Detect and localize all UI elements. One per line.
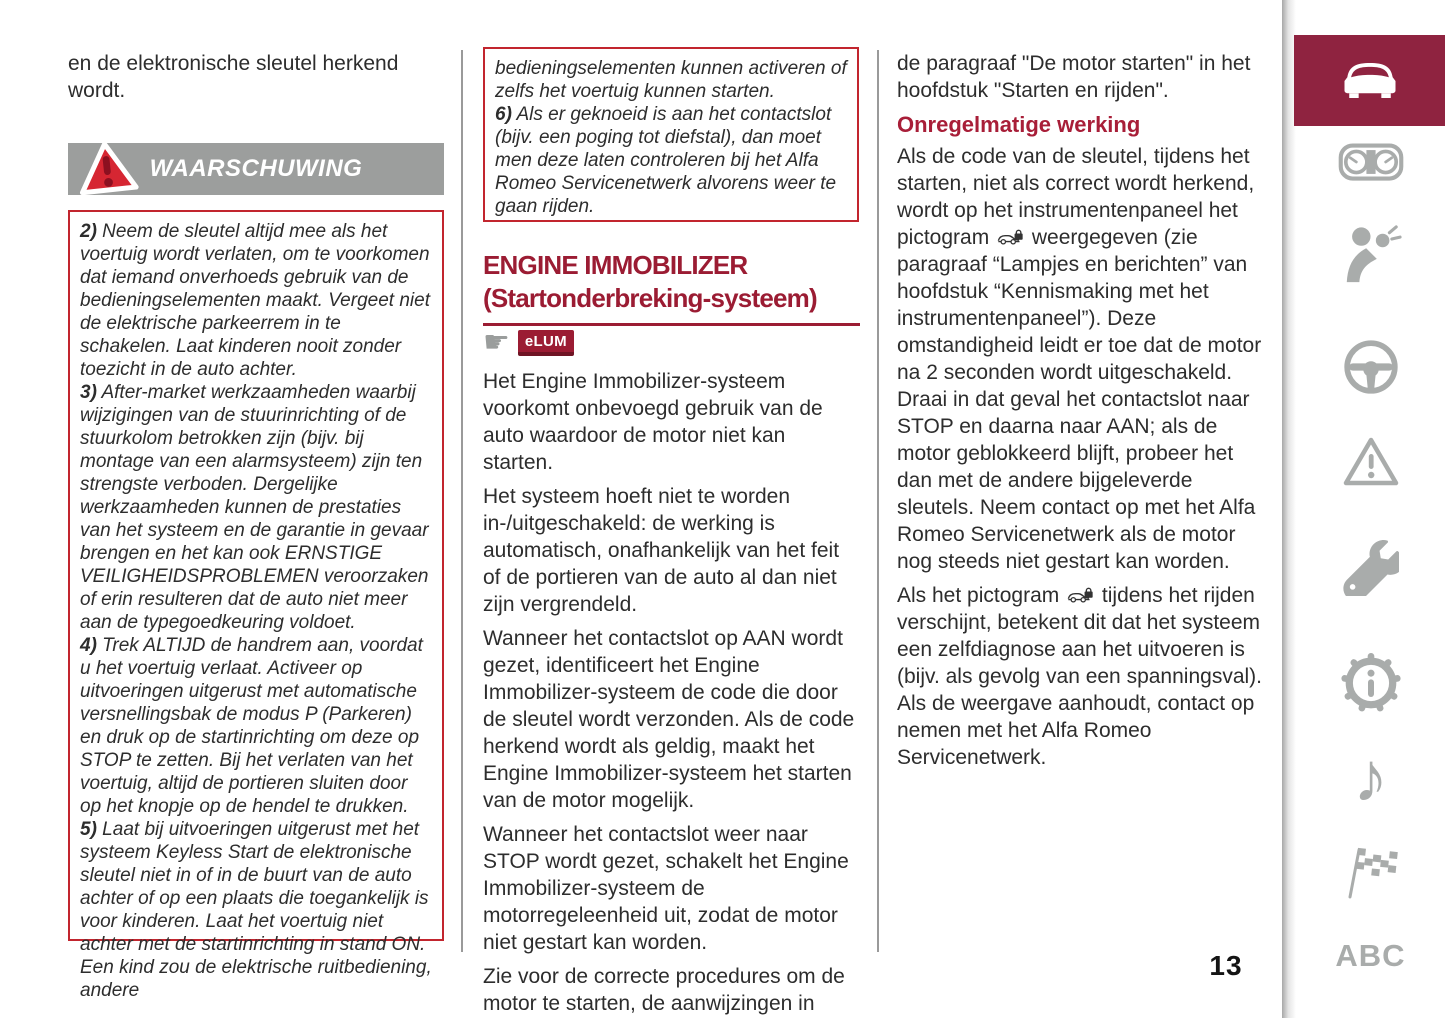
- warning-title: WAARSCHUWING: [149, 155, 363, 182]
- paragraph: Als de code van de sleutel, tijdens het starten, niet als correct wordt herkend, wordt op het instrumentenpaneel het pictogram weergegeven (zie paragraaf “Lampjes en berichten” van hoofdstuk “Kennismaking met het instrumentenpaneel”). Deze omstandigheid leidt er toe dat de motor na 2 seconden wordt uitgeschakeld. Draai in dat geval het contactslot naar STOP en daarna naar AAN; als de motor geblokkeerd blijft, probeer het dan met de andere bijgeleverde sleutels. Neem contact op met het Alfa Romeo Servicenetwerk als de motor nog steeds niet gestart kan worden.: [897, 145, 1262, 573]
- warning-item: 5) Laat bij uitvoeringen uitgerust met het systeem Keyless Start de elektronische sleutel niet in of in de buurt van de auto achter of op een plaats die toegankelijk is voor kinderen. Laat het voertuig niet achter met de startinrichting in stand ON. Een kind zou de elektrische ruitbediening, andere: [80, 819, 432, 1001]
- middle-column-body: [483, 368, 859, 1018]
- music-note-icon: ♪: [1353, 738, 1388, 816]
- sidebar-tab-abc[interactable]: ABC: [1335, 938, 1406, 973]
- warning-box: [68, 210, 444, 1001]
- pointer-hand-icon: ☛: [483, 326, 510, 359]
- section-heading-line2: (Startonderbreking-systeem): [483, 283, 817, 313]
- steering-wheel-icon: [1342, 338, 1400, 396]
- section-heading: [483, 249, 860, 326]
- airbag-icon: [1340, 224, 1402, 286]
- warning-item: 3) After-market werkzaamheden waarbij wijzigingen van de stuurinrichting of de stuurkolom betrokken zijn (bijv. bij montage van een alarmsysteem) zijn ten strengste verboden. Dergelijke werkzaamheden kunnen de prestaties van het systeem en de garantie in gevaar brengen en het kan ook ERNSTIGE VEILIGHEIDSPROBLEMEN veroorzaken of erin resulteren dat de auto niet meer aan de typegoedkeuring voldoet.: [80, 382, 429, 633]
- instrument-panel-icon: [1338, 140, 1404, 184]
- sidebar-tab-airbag[interactable]: [1296, 224, 1445, 286]
- warning-header-bar: [68, 143, 444, 195]
- warning-triangle-outline-icon: [1341, 434, 1401, 490]
- car-lock-icon: [1067, 587, 1094, 604]
- sidebar-tab-technical-data[interactable]: [1296, 840, 1445, 900]
- paragraph: Zie voor de correcte procedures om de motor te starten, de aanwijzingen in: [483, 965, 845, 1015]
- warning-item: bedieningselementen kunnen activeren of zelfs het voertuig kunnen starten.: [495, 58, 847, 102]
- warning-item: 6) Als er geknoeid is aan het contactslot (bijv. een poging tot diefstal), dan moet men deze laten controleren bij het Alfa Romeo Servicenetwerk alvorens weer te gaan rijden.: [495, 104, 837, 217]
- sidebar-tab-maintenance[interactable]: [1296, 540, 1445, 596]
- car-icon: [1336, 58, 1404, 104]
- column-divider: [461, 50, 463, 952]
- sidebar-tab-instrument-panel[interactable]: [1296, 140, 1445, 184]
- chapter-sidebar: [1282, 0, 1445, 1018]
- paragraph: Het Engine Immobilizer-systeem voorkomt onbevoegd gebruik van de auto waardoor de motor niet kan starten.: [483, 370, 823, 474]
- paragraph: Wanneer het contactslot op AAN wordt gezet, identificeert het Engine Immobilizer-systeem de code die door de sleutel wordt verzonden. Als de code herkend wordt als geldig, maakt het Engine Immobilizer-systeem het starten van de motor mogelijk.: [483, 627, 855, 812]
- paragraph: Wanneer het contactslot weer naar STOP wordt gezet, schakelt het Engine Immobilizer-systeem de motorregeleenheid uit, zodat de motor niet gestart kan worden.: [483, 823, 849, 954]
- paragraph: Als het pictogram tijdens het rijden verschijnt, betekent dit dat het systeem een zelfdiagnose aan het uitvoeren is (bijv. als gevolg van een spanningsval). Als de weergave aanhoudt, contact op nemen met het Alfa Romeo Servicenetwerk.: [897, 584, 1262, 769]
- subsection-heading: Onregelmatige werking: [897, 112, 1141, 137]
- elum-reference: [483, 328, 574, 358]
- right-column-body: [897, 50, 1271, 778]
- warning-triangle-icon: [73, 135, 141, 201]
- elum-book-icon: eLUM: [518, 330, 574, 356]
- sidebar-tab-car-active[interactable]: [1294, 35, 1445, 126]
- warning-box-continued: [483, 47, 859, 222]
- paragraph: de paragraaf "De motor starten" in het hoofdstuk "Starten en rijden".: [897, 52, 1251, 102]
- sidebar-tab-steering-wheel[interactable]: [1296, 338, 1445, 396]
- page-edge-shadow: [1282, 0, 1296, 1018]
- checkered-flag-icon: [1339, 840, 1403, 900]
- paragraph: Het systeem hoeft niet te worden in-/uitgeschakeld: de werking is automatisch, onafhankelijk van het feit of de portieren van de auto al dan niet zijn vergrendeld.: [483, 485, 840, 616]
- sidebar-tab-audio[interactable]: [1296, 738, 1445, 816]
- column-divider: [877, 50, 879, 952]
- warning-item: 4) Trek ALTIJD de handrem aan, voordat u het voertuig verlaat. Activeer op uitvoeringen uitgerust met automatische versnellingsbak de modus P (Parkeren) en druk op de startinrichting om deze op STOP te zetten. Bij het verlaten van het voertuig, altijd de portieren sluiten door op het knopje op de hendel te drukken.: [80, 635, 423, 817]
- warning-item: 2) Neem de sleutel altijd mee als het voertuig wordt verlaten, om te voorkomen dat iemand onverhoeds gebruik van de bedieningselementen maakt. Vergeet niet de elektrische parkeerrem in te schakelen. Laat kinderen nooit zonder toezicht in de auto achter.: [80, 221, 430, 380]
- sidebar-tab-warning[interactable]: [1296, 434, 1445, 490]
- car-lock-icon: [997, 229, 1024, 246]
- section-heading-line1: ENGINE IMMOBILIZER: [483, 250, 748, 280]
- intro-text: en de elektronische sleutel herkend wordt.: [68, 52, 399, 102]
- info-gear-icon: [1340, 652, 1402, 714]
- sidebar-tab-info[interactable]: [1296, 652, 1445, 714]
- page-number: 13: [1209, 950, 1243, 981]
- wrench-icon: [1343, 540, 1399, 596]
